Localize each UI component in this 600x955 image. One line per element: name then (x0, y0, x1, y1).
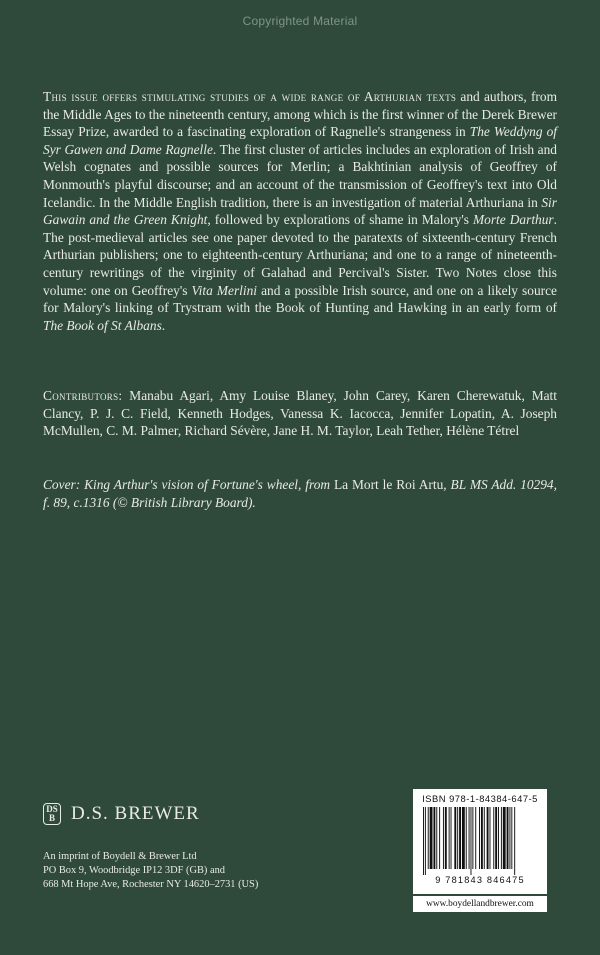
barcode-bar (466, 807, 467, 869)
blurb-text-6: . (161, 317, 166, 333)
barcode-bar (479, 807, 480, 869)
barcode-bar (495, 807, 497, 869)
ds-brewer-logo-icon (43, 803, 61, 825)
barcode-bar (501, 807, 502, 869)
contributors-label: Contributors: (43, 388, 123, 403)
barcode-bar (514, 807, 515, 875)
contributors-names: Manabu Agari, Amy Louise Blaney, John Carey, Karen Cherewatuk, Matt Clancy, P. J. C. Field, Kenneth Hodges, Vanessa K. Iacocca, Jennifer Lopatin, A. Joseph McMullen, C. M. Palmer, Richard Sévère, Jane H. M. Taylor, Leah Tether, Hélène Tétrel (43, 388, 557, 439)
barcode-bar (433, 807, 435, 869)
blurb-text-2: . The first cluster of articles includes an exploration of Irish and Welsh cognates and possible sources for Merlin; a Bakhtinian analysis of Geoffrey of Monmouth's playful discourse; and an account of the transmission of Geoffrey's text into Old Icelandic. In the Middle English tradition, there is an investigation of material Arthuriana in (43, 141, 557, 210)
barcode-bar (507, 807, 509, 869)
isbn-barcode (413, 789, 547, 894)
cover-credit-text-1: Cover: King Arthur's vision of Fortune's wheel, from (43, 477, 334, 492)
blurb-text-3: , followed by explorations of shame in Malory's (207, 212, 473, 228)
logo-mark-top: DS (46, 804, 58, 814)
publisher-imprint (43, 850, 383, 893)
barcode-bar (451, 807, 452, 869)
barcode-bar (511, 807, 512, 869)
barcode-bar (439, 807, 440, 869)
publisher-logo (43, 803, 200, 825)
barcode-bar (459, 807, 461, 869)
blurb-title-morte: Morte Darthur (472, 212, 554, 228)
barcode-bar (481, 807, 483, 869)
barcode-bar (425, 807, 426, 875)
barcode-digits: 9 781843 846475 (435, 875, 525, 885)
logo-mark-bottom: B (48, 813, 55, 823)
blurb-title-gawain: Sir Gawain and the Green Knight (43, 194, 557, 228)
cover-credit-text-2: , BL MS Add. 10294, f. 89, c.1316 (© British Library Board). (43, 477, 557, 510)
barcode-bar (472, 807, 473, 869)
barcode-bar (469, 807, 470, 869)
imprint-line: An imprint of Boydell & Brewer Ltd (43, 851, 197, 862)
imprint-line: PO Box 9, Woodbridge IP12 3DF (GB) and (43, 865, 225, 877)
publisher-website: www.boydellandbrewer.com (413, 896, 547, 912)
barcode-bar (484, 807, 485, 869)
barcode-bar (490, 807, 491, 869)
cover-credit (43, 476, 557, 511)
blurb-title-weddyng: The Weddyng of Syr Gawen and Dame Ragnelle (43, 124, 557, 157)
cover-credit-paragraph (43, 476, 557, 511)
isbn-label: ISBN 978-1-84384-647-5 (422, 793, 538, 804)
copyright-watermark: Copyrighted Material (242, 14, 358, 28)
barcode-bar (493, 807, 494, 869)
barcode-bar (423, 807, 424, 875)
barcode-bar (457, 807, 458, 869)
blurb-paragraph (43, 88, 557, 334)
barcode-bar (462, 807, 465, 869)
barcode-bar (436, 807, 437, 869)
barcode-bar (498, 807, 499, 869)
barcode-bars (421, 807, 539, 875)
contributors-section (43, 387, 557, 440)
blurb-text-5: and a possible Irish source, and one on a likely source for Malory's linking of Trystram with the Book of Hunting and Hawking in an early form of (43, 282, 557, 316)
barcode-bar (445, 807, 447, 869)
barcode-bar (475, 807, 476, 869)
back-cover-blurb (43, 88, 557, 334)
barcode-bar (430, 807, 433, 869)
publisher-name: D.S. BREWER (71, 803, 200, 824)
contributors-paragraph (43, 387, 557, 440)
barcode-bar (471, 807, 472, 875)
barcode-bar (449, 807, 450, 869)
barcode-bar (428, 807, 429, 869)
blurb-title-st-albans: The Book of St Albans (43, 317, 162, 333)
barcode-bar (503, 807, 506, 869)
barcode-bar (443, 807, 444, 869)
cover-credit-source-title: La Mort le Roi Artu (333, 477, 444, 492)
blurb-text-4: . The post-medieval articles see one paper devoted to the paratexts of sixteenth-century French Arthurian publishers; one to eighteenth-century Arthuriana; and one to a range of nineteenth-century rewritings of the virginity of Galahad and Percival's Sister. Two Notes close this volume: one on Geoffrey's (43, 212, 557, 298)
blurb-text-1: and authors, from the Middle Ages to the nineteenth century, among which is the first winner of the Derek Brewer Essay Prize, awarded to a fascinating exploration of Ragnelle's strangeness in (43, 89, 557, 140)
barcode-bar (487, 807, 489, 869)
blurb-title-vita: Vita Merlini (191, 282, 258, 298)
imprint-line: 668 Mt Hope Ave, Rochester NY 14620–2731 (US) (43, 879, 259, 891)
barcode-bar (509, 807, 510, 869)
barcode-bar (454, 807, 456, 869)
blurb-lead-in: This issue offers stimulating studies of a wide range of Arthurian texts (43, 89, 457, 104)
